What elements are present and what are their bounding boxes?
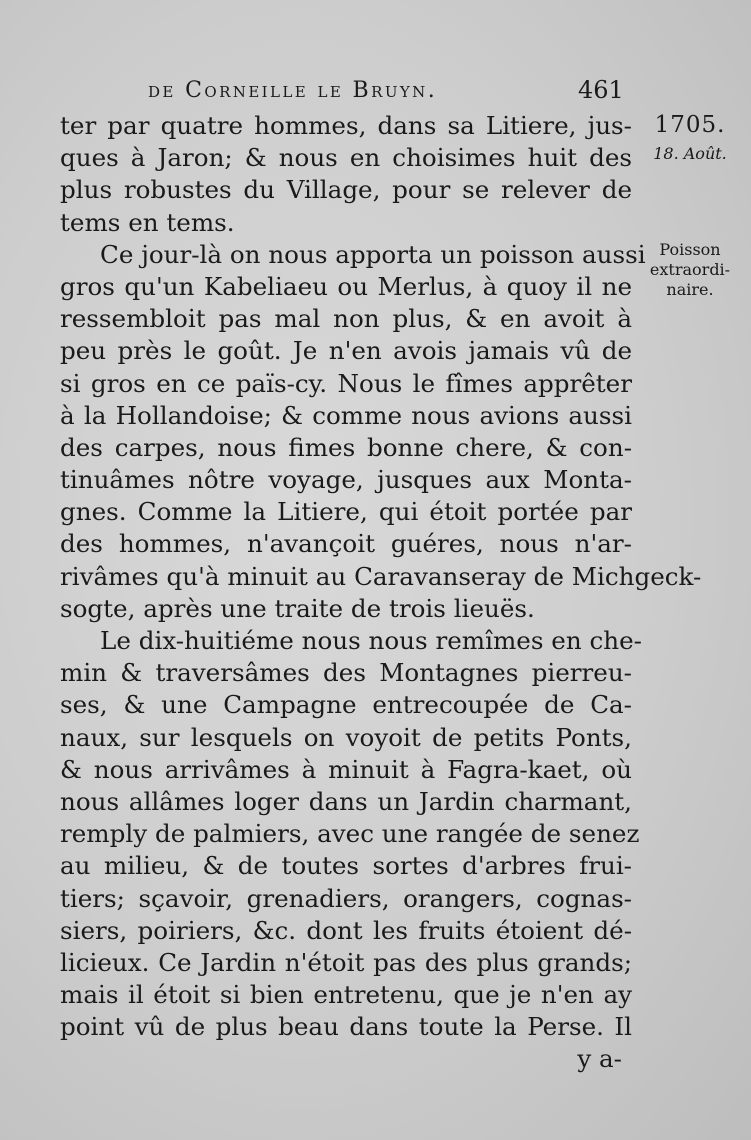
text-line: point vû de plus beau dans toute la Perse. Il — [60, 1012, 632, 1042]
margin-note-line: naire. — [666, 280, 714, 299]
text-line: nous allâmes loger dans un Jardin charmant, — [60, 786, 632, 816]
margin-note — [635, 240, 745, 300]
margin-note-line: Poisson — [659, 240, 721, 259]
text-line: peu près le goût. Je n'en avois jamais vû de — [60, 336, 632, 366]
text-line: rivâmes qu'à minuit au Caravanseray de Michgeck- — [60, 561, 702, 591]
text-line: tiers; sçavoir, grenadiers, orangers, cognas- — [60, 883, 632, 913]
text-line: mais il étoit si bien entretenu, que je n'en ay — [60, 980, 632, 1010]
text-line: plus robustes du Village, pour se relever de — [60, 175, 632, 205]
text-line: gros qu'un Kabeliaeu ou Merlus, à quoy il ne — [60, 271, 632, 301]
text-line: si gros en ce païs-cy. Nous le fîmes apprêter — [60, 368, 632, 398]
text-line: à la Hollandoise; & comme nous avions aussi — [60, 400, 632, 430]
text-line: siers, poiriers, &c. dont les fruits étoient dé- — [60, 915, 632, 945]
margin-year: 1705. — [654, 112, 726, 138]
text-line: ques à Jaron; & nous en choisimes huit des — [60, 143, 632, 173]
text-line: remply de palmiers, avec une rangée de senez — [60, 819, 640, 849]
text-line: des carpes, nous fimes bonne chere, & con- — [60, 432, 632, 462]
text-line: Le dix-huitiéme nous nous remîmes en che- — [100, 626, 642, 655]
text-line: licieux. Ce Jardin n'étoit pas des plus grands; — [60, 947, 632, 977]
text-line: tems en tems. — [60, 207, 235, 237]
text-line: gnes. Comme la Litiere, qui étoit portée par — [60, 497, 632, 527]
text-line: Ce jour-là on nous apporta un poisson aussi — [100, 239, 646, 269]
margin-note-line: extraordi- — [649, 260, 731, 279]
text-line: ter par quatre hommes, dans sa Litiere, jus- — [60, 111, 632, 140]
page-header — [0, 78, 751, 108]
text-line: & nous arrivâmes à minuit à Fagra-kaet, où — [60, 754, 632, 784]
show-through-text — [640, 340, 751, 960]
text-line: naux, sur lesquels on voyoit de petits Ponts, — [60, 722, 632, 752]
text-line: min & traversâmes des Montagnes pierreu- — [60, 658, 632, 688]
page-number: 461 — [578, 76, 624, 104]
text-line: tinuâmes nôtre voyage, jusques aux Monta- — [60, 465, 632, 495]
text-line: sogte, après une traite de trois lieuës. — [60, 593, 535, 623]
running-title: de Corneille le Bruyn. — [148, 78, 438, 103]
text-line: au milieu, & de toutes sortes d'arbres frui- — [60, 851, 632, 881]
text-line: ressembloit pas mal non plus, & en avoit à — [60, 304, 632, 334]
margin-date: 18. Août. — [653, 144, 727, 163]
catchword: y a- — [577, 1044, 622, 1074]
text-line: des hommes, n'avançoit guéres, nous n'ar- — [60, 529, 632, 559]
text-line: ses, & une Campagne entrecoupée de Ca- — [60, 690, 632, 720]
